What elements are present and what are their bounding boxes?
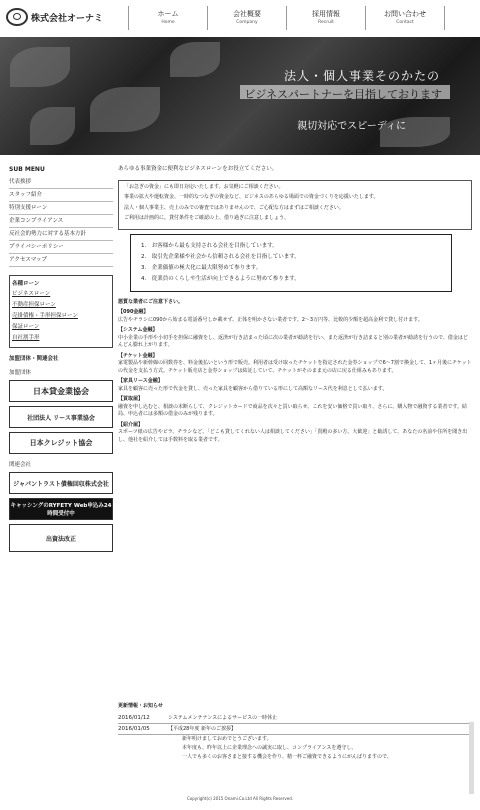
footer-copyright: Copyright(c) 2015 Onami.Co.Ltd All Rights Reserved.	[186, 796, 294, 801]
news-row[interactable]	[118, 713, 472, 724]
leasing-association-banner[interactable]: 社団法人 リース事業協会	[9, 406, 113, 428]
policy-item: 1. お客様から最も支持される会社を目指しています。	[141, 242, 278, 249]
hero-subheading: ビジネスパートナーを目指しております	[244, 88, 442, 101]
section-title: 【家具リース金融】	[118, 378, 163, 384]
group-title: 加盟団体・関連会社	[9, 356, 59, 362]
section-text: 広告やチラシに090から始まる電話番号しか載せず、正体を明かさない業者です。2〜3万円等、比較的少額を超高金利で貸し付けます。	[118, 316, 423, 323]
nav-recruit[interactable]	[286, 6, 365, 30]
policy-item: 4. 従業員のくらしや生活が向上できるように努めて参ります。	[141, 275, 300, 282]
section-text: 家電製品や新幹線の回数券を、料金後払いという形で販売。利用者は受け取ったチケットを指定された金券ショップで6〜7割で換金して、1ヶ月後にチケットの代金を支払う方式。チケット販売店と金券ショップは結託していて、チケットがそのまま元の店に戻る仕組みもあります。	[118, 360, 472, 374]
sidebar-link[interactable]: 特別支援ローン	[9, 202, 113, 215]
sidebar-link[interactable]: プライバシーポリシー	[9, 241, 113, 254]
policy-box	[130, 234, 452, 292]
intro-line: 「お急ぎの資金」にも即日対応いたします。お気軽にご相談ください。	[124, 183, 284, 190]
section-title: 【システム金融】	[118, 327, 158, 333]
news-row[interactable]	[118, 724, 472, 735]
nav-label-en: Company	[236, 20, 258, 25]
news-body-line: 本年度も、昨年以上に企業理念への誠実に取し、コンプライアンスを遵守し、	[182, 745, 357, 751]
sidebar-title: SUB MENU	[9, 166, 45, 173]
section-text: 中小企業の手形や小切手を担保に融資をし、返済が行き詰まった頃に次の業者が勧誘を行い、また返済が行き詰まると別の業者が勧誘を行うので、借金はどんどん膨れ上がります。	[118, 334, 468, 348]
loan-link[interactable]: 不動産担保ローン	[12, 302, 56, 308]
intro-line: 法人・個人事業主、売上のみでの審査ではありませんので、ご心配な方はまずはご相談ください。	[124, 204, 344, 211]
news-text: 【平成28年度 新年のご挨拶】	[168, 726, 236, 732]
loan-link[interactable]: 保証ローン	[12, 324, 40, 330]
hero-tagline: 親切対応でスピーディに	[297, 121, 406, 132]
law-revision-banner[interactable]: 出資法改正	[9, 524, 113, 552]
policy-item: 3. 企業価値の極大化に最大限努めて参ります。	[141, 264, 262, 271]
logo-icon	[6, 8, 28, 26]
news-text: システムメンテナンスによるサービスの一時休止	[168, 715, 278, 721]
jfsa-banner[interactable]: 日本貸金業協会	[9, 380, 113, 402]
sidebar-link[interactable]: スタッフ紹介	[9, 189, 113, 202]
intro-line: 事業の拡大や運転資金、一時的なつなぎの資金など、ビジネスのあらゆる場面での資金づくりを応援いたします。	[124, 194, 379, 200]
section-title: 【チケット金融】	[118, 352, 158, 359]
hero-heading: 法人・個人事業そのかたの	[283, 69, 440, 83]
site-header	[0, 0, 480, 36]
nav-label: お問い合わせ	[384, 10, 426, 18]
logo-text: 株式会社オーナミ	[31, 13, 104, 24]
company-logo[interactable]	[6, 8, 103, 26]
main-content	[118, 166, 472, 447]
credit-association-banner[interactable]: 日本クレジット協会	[9, 432, 113, 454]
section-text: スポーツ紙の広告やビラ、チラシなど、「どこも貸してくれない人は相談してください」「貴殿の多い方、大歓迎」と勧誘して、あなたの名前や住所を聞き出し、他社を紹介しては手数料を取る業者です。	[118, 429, 468, 443]
related-subtitle: 関連会社	[9, 462, 32, 468]
nav-label-en: Recruit	[318, 20, 334, 25]
main-nav	[128, 6, 445, 30]
news-date: 2016/01/05	[118, 726, 150, 732]
nav-label: 採用情報	[312, 10, 340, 18]
nav-label-en: Contact	[396, 20, 414, 25]
policy-item: 2. 取引先企業様や社会から信頼される会社を目指しています。	[141, 253, 300, 260]
loan-menu-title: 各種ローン	[12, 281, 40, 287]
leaf-shape	[10, 47, 70, 87]
news-scrollbar[interactable]	[469, 722, 474, 794]
leaf-shape	[30, 107, 75, 145]
nav-label: ホーム	[157, 10, 179, 18]
nav-company[interactable]	[207, 6, 286, 30]
section-title: 【紹介屋】	[118, 421, 144, 428]
section-title: 【買取屋】	[118, 396, 144, 402]
news-section	[118, 702, 472, 762]
nav-contact[interactable]	[365, 6, 445, 30]
intro-line: ご利用は計画的に。貸付条件をご確認の上、借り過ぎに注意しましょう。	[124, 215, 290, 221]
hero-banner	[0, 37, 480, 155]
loan-menu-box	[9, 275, 113, 348]
loan-link[interactable]: ビジネスローン	[12, 291, 51, 297]
leaf-shape	[90, 87, 160, 132]
loan-link[interactable]: 売掛債権・手形担保ローン	[12, 313, 78, 319]
group-subtitle: 加盟団体	[9, 370, 32, 376]
section-text: 家具を顧客に売った形で代金を貸し、売った家具を顧客から借りている形にして高額なリース代を利息として払います。	[118, 385, 388, 392]
news-body-line: 一人でも多くのお客さまと接する機会を作り、精一杯ご融資できるようにがんばりますので、	[182, 754, 392, 760]
sidebar-link[interactable]: 代表挨拶	[9, 176, 113, 189]
sidebar-link[interactable]: アクセスマップ	[9, 254, 113, 267]
notice-text: 悪質な業者にご注意下さい。	[118, 298, 184, 305]
nav-home[interactable]	[128, 6, 207, 30]
news-body-line: 新年明けましておめでとうございます。	[182, 736, 272, 742]
ryfety-banner[interactable]: キャッシングのRYFETY Web申込み24時間受付中	[9, 498, 113, 520]
intro-box	[118, 180, 472, 230]
news-date: 2016/01/12	[118, 715, 150, 721]
nav-label-en: Home	[161, 20, 175, 25]
sidebar	[9, 166, 113, 552]
sidebar-link[interactable]: 反社会的勢力に対する基本方針	[9, 228, 113, 241]
lead-text: あらゆる事業資金に便利なビジネスローンをお役立てください。	[118, 166, 278, 172]
sidebar-link[interactable]: 企業コンプライアンス	[9, 215, 113, 228]
section-title: 【090金融】	[118, 309, 149, 315]
nav-label: 会社概要	[233, 10, 261, 18]
news-title: 更新情報・お知らせ	[118, 703, 163, 709]
leaf-shape	[170, 42, 220, 77]
loan-link[interactable]: 自社割手形	[12, 335, 40, 341]
japan-trust-banner[interactable]: ジャパントラスト債権回収株式会社	[9, 472, 113, 494]
section-text: 融資を申し込むと、相談の末断らして、クレジットカードで商品を次々と買い取らせ、これを安い価格で買い取り、さらに、購入物で融資する業者です。結局、申込者には多額の借金のみが残ります。	[118, 403, 467, 417]
